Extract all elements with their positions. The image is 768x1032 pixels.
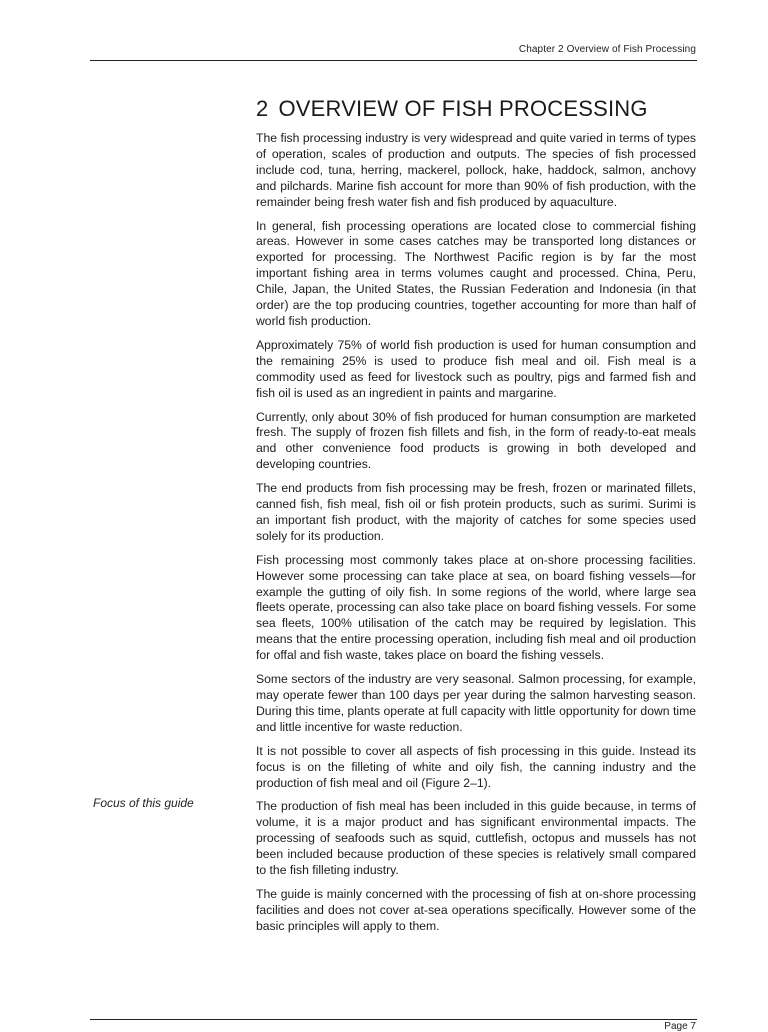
paragraph-4: Currently, only about 30% of fish produced for human consumption are marketed fresh. The supply of frozen fish fillets and fish, in the form of ready-to-eat meals and other convenience food products is growing in both developed and developing countries. [256,409,696,472]
paragraph-10: The guide is mainly concerned with the processing of fish at on-shore processing facilities and does not cover at-sea operations specifically. However some of the basic principles will apply to them. [256,886,696,933]
page-number: Page 7 [664,1021,696,1032]
paragraph-3: Approximately 75% of world fish production is used for human consumption and the remaining 25% is used to produce fish meal and oil. Fish meal is a commodity used as feed for livestock such as poultry, pigs and farmed fish and fish oil is used as an ingredient in paints and margarine. [256,337,696,400]
chapter-title [256,96,696,122]
paragraph-9: The production of fish meal has been included in this guide because, in terms of volume, it is a major product and has significant environmental impacts. The processing of seafoods such as squid, cuttlefish, octopus and mussels has not been included because production of these species is relatively small compared to the fish filleting industry. [256,799,696,878]
chapter-number: 2 [256,96,269,121]
paragraph-5: The end products from fish processing may be fresh, frozen or marinated fillets, canned fish, fish meal, fish oil or fish protein products, such as surimi. Surimi is an important fish product, with the majority of catches for some species used solely for its production. [256,481,696,543]
paragraph-2: In general, fish processing operations are located close to commercial fishing areas. However in some cases catches may be transported long distances or exported for processing. The Northwest Pacific region is by far the most important fishing area in terms volumes caught and processed. China, Peru, Chile, Japan, the United States, the Russian Federation and Indonesia (in that order) are the top producing countries, together accounting for more than half of world fish production. [256,218,696,328]
footer-rule [90,1019,697,1020]
paragraph-8: It is not possible to cover all aspects of fish processing in this guide. Instead its focus is on the filleting of white and oily fish, the canning industry and the production of fish meal and oil (Figure 2–1). [256,743,696,790]
running-header: Chapter 2 Overview of Fish Processing [518,44,696,55]
header-rule [90,60,697,61]
paragraph-7: Some sectors of the industry are very seasonal. Salmon processing, for example, may operate fewer than 100 days per year during the salmon harvesting season. During this time, plants operate at full capacity with little opportunity for down time and little incentive for waste reduction. [256,672,696,734]
margin-note: Focus of this guide [93,796,194,810]
paragraph-6: Fish processing most commonly takes place at on-shore processing facilities. However some processing can take place at sea, on board fishing vessels—for example the gutting of oily fish. In some regions of the world, where large sea fleets operate, processing can also take place on board fishing vessels. For some sea fleets, 100% utilisation of the catch may be required by legislation. This means that the entire processing operation, including fish meal and oil production for offal and fish waste, takes place on board the fishing vessels. [256,552,696,663]
chapter-title-text: OVERVIEW OF FISH PROCESSING [278,96,648,121]
paragraph-1: The fish processing industry is very widespread and quite varied in terms of types of operation, scales of production and outputs. The species of fish processed include cod, tuna, herring, mackerel, pollock, hake, haddock, salmon, anchovy and pilchards. Marine fish account for more than 90% of fish production, with the remainder being fresh water fish and fish produced by aquaculture. [256,131,696,209]
main-content [256,96,696,943]
